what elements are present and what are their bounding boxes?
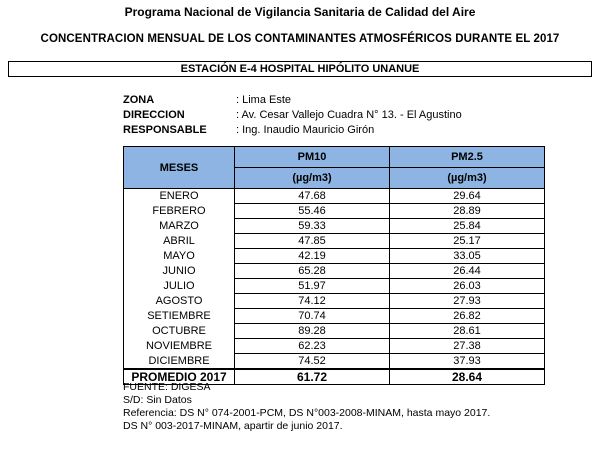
month-cell: DICIEMBRE <box>124 354 235 370</box>
pm10-cell: 47.68 <box>235 189 390 204</box>
pm25-cell: 26.03 <box>390 279 545 294</box>
info-row-address <box>123 108 462 123</box>
month-cell: MAYO <box>124 249 235 264</box>
pm10-cell: 65.28 <box>235 264 390 279</box>
pm25-cell: 26.44 <box>390 264 545 279</box>
header-pm10: PM10 <box>235 147 390 168</box>
table-row <box>124 249 545 264</box>
table-row <box>124 219 545 234</box>
month-cell: NOVIEMBRE <box>124 339 235 354</box>
table-row <box>124 204 545 219</box>
month-cell: AGOSTO <box>124 294 235 309</box>
info-label: ZONA <box>123 94 155 106</box>
station-info <box>123 93 462 138</box>
pm25-cell: 33.05 <box>390 249 545 264</box>
header-pm10-unit: (µg/m3) <box>235 168 390 189</box>
pm10-cell: 62.23 <box>235 339 390 354</box>
pm25-cell: 27.93 <box>390 294 545 309</box>
pm10-cell: 74.12 <box>235 294 390 309</box>
footnotes <box>123 381 490 433</box>
total-label: PROMEDIO 2017 <box>124 369 235 385</box>
info-label: RESPONSABLE <box>123 124 207 136</box>
report-subtitle: CONCENTRACION MENSUAL DE LOS CONTAMINANTES ATMOSFÉRICOS DURANTE EL 2017 <box>40 33 560 45</box>
header-pm25: PM2.5 <box>390 147 545 168</box>
table-row <box>124 189 545 204</box>
month-cell: ENERO <box>124 189 235 204</box>
pm10-cell: 89.28 <box>235 324 390 339</box>
pm25-cell: 25.17 <box>390 234 545 249</box>
info-value: : Av. Cesar Vallejo Cuadra N° 13. - El Agustino <box>236 109 462 121</box>
pm10-cell: 51.97 <box>235 279 390 294</box>
month-cell: OCTUBRE <box>124 324 235 339</box>
table-row <box>124 339 545 354</box>
table-row <box>124 354 545 370</box>
table-row <box>124 324 545 339</box>
table-body <box>124 189 545 370</box>
pm10-cell: 47.85 <box>235 234 390 249</box>
program-title: Programa Nacional de Vigilancia Sanitaria de Calidad del Aire <box>124 5 476 19</box>
pm10-cell: 42.19 <box>235 249 390 264</box>
header-pm25-unit: (µg/m3) <box>390 168 545 189</box>
month-cell: JULIO <box>124 279 235 294</box>
month-cell: FEBRERO <box>124 204 235 219</box>
pm25-cell: 25.84 <box>390 219 545 234</box>
total-pm10: 61.72 <box>235 369 390 385</box>
info-row-responsible <box>123 123 462 138</box>
info-row-zone <box>123 93 462 108</box>
pm25-cell: 27.38 <box>390 339 545 354</box>
month-cell: SETIEMBRE <box>124 309 235 324</box>
pm25-cell: 28.89 <box>390 204 545 219</box>
pm25-cell: 28.61 <box>390 324 545 339</box>
table-row <box>124 279 545 294</box>
table-row <box>124 264 545 279</box>
pm10-cell: 59.33 <box>235 219 390 234</box>
pm25-cell: 26.82 <box>390 309 545 324</box>
info-label: DIRECCION <box>123 109 185 121</box>
month-cell: ABRIL <box>124 234 235 249</box>
pm10-cell: 70.74 <box>235 309 390 324</box>
table-row <box>124 309 545 324</box>
header-months: MESES <box>124 147 235 189</box>
month-cell: JUNIO <box>124 264 235 279</box>
table-row <box>124 294 545 309</box>
pm10-cell: 74.52 <box>235 354 390 370</box>
month-cell: MARZO <box>124 219 235 234</box>
footnote-source: FUENTE: DIGESA <box>123 381 211 393</box>
pm25-cell: 37.93 <box>390 354 545 370</box>
total-pm25: 28.64 <box>390 369 545 385</box>
footnote-reference-2: DS N° 003-2017-MINAM, apartir de junio 2017. <box>123 420 343 432</box>
station-banner: ESTACIÓN E-4 HOSPITAL HIPÓLITO UNANUE <box>8 61 592 77</box>
footnote-sd: S/D: Sin Datos <box>123 394 192 406</box>
footnote-reference: Referencia: DS N° 074-2001-PCM, DS N°003-2008-MINAM, hasta mayo 2017. <box>123 407 491 419</box>
table-row <box>124 234 545 249</box>
info-value: : Ing. Inaudio Mauricio Girón <box>236 124 375 136</box>
concentration-table <box>123 146 545 385</box>
pm10-cell: 55.46 <box>235 204 390 219</box>
pm25-cell: 29.64 <box>390 189 545 204</box>
info-value: : Lima Este <box>236 94 292 106</box>
